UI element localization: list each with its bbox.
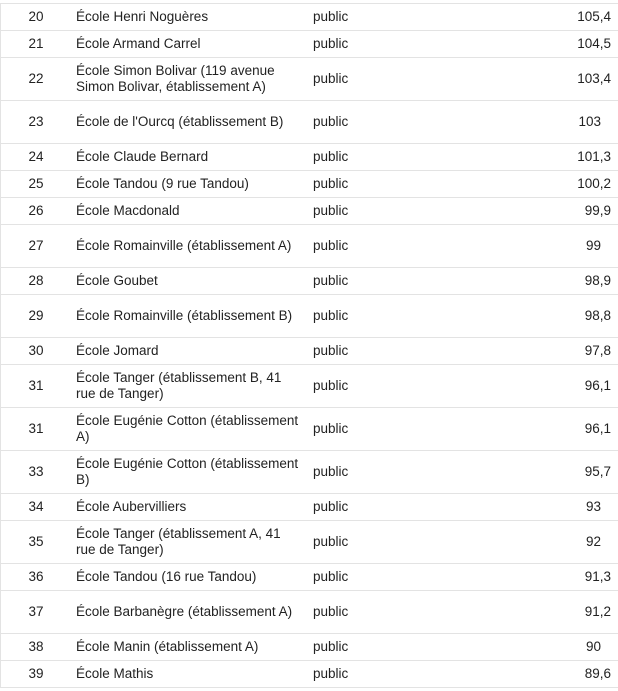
value-cell: 103 <box>578 114 601 129</box>
table-row <box>1 365 618 408</box>
status-cell: public <box>313 308 349 323</box>
school-name-cell: École de l'Ourcq (établissement B) <box>76 114 284 129</box>
table-row <box>1 591 618 634</box>
school-name-cell: École Armand Carrel <box>76 36 201 51</box>
value-cell: 96,1 <box>584 421 611 436</box>
rank-cell: 34 <box>28 499 44 514</box>
table-row <box>1 171 618 198</box>
value-cell: 93 <box>585 499 601 514</box>
table-row <box>1 198 618 225</box>
status-cell: public <box>313 176 349 191</box>
status-cell: public <box>313 71 349 86</box>
status-cell: public <box>313 534 349 549</box>
table-row <box>1 408 618 451</box>
value-cell: 95,7 <box>584 464 611 479</box>
value-cell: 90 <box>585 639 601 654</box>
rank-cell: 22 <box>28 71 44 86</box>
rank-cell: 23 <box>28 114 44 129</box>
table-row <box>1 661 618 688</box>
table-row <box>1 58 618 101</box>
school-name-cell: École Tanger (établissement B, 41 rue de Tanger) <box>76 370 282 401</box>
school-name-cell: École Henri Noguères <box>76 9 209 24</box>
table-row <box>1 494 618 521</box>
status-cell: public <box>313 203 349 218</box>
rank-cell: 39 <box>28 666 44 681</box>
value-cell: 103,4 <box>577 71 611 86</box>
table-row <box>1 521 618 564</box>
status-cell: public <box>313 114 349 129</box>
rank-cell: 35 <box>28 534 44 549</box>
value-cell: 100,2 <box>577 176 611 191</box>
value-cell: 104,5 <box>577 36 611 51</box>
school-name-cell: École Eugénie Cotton (établissement B) <box>76 456 299 487</box>
rank-cell: 37 <box>28 604 44 619</box>
rank-cell: 30 <box>28 343 44 358</box>
value-cell: 98,9 <box>584 273 611 288</box>
school-name-cell: École Tandou (16 rue Tandou) <box>76 569 257 584</box>
status-cell: public <box>313 666 349 681</box>
status-cell: public <box>313 569 349 584</box>
table-row <box>1 634 618 661</box>
rank-cell: 29 <box>28 308 44 323</box>
school-name-cell: École Romainville (établissement A) <box>76 238 292 253</box>
ranking-table <box>0 3 618 688</box>
table-row <box>1 225 618 268</box>
rank-cell: 28 <box>28 273 44 288</box>
school-name-cell: École Goubet <box>76 273 158 288</box>
value-cell: 98,8 <box>584 308 611 323</box>
rank-cell: 31 <box>28 421 44 436</box>
school-name-cell: École Jomard <box>76 343 159 358</box>
rank-cell: 33 <box>28 464 44 479</box>
status-cell: public <box>313 9 349 24</box>
value-cell: 99 <box>585 238 601 253</box>
status-cell: public <box>313 149 349 164</box>
status-cell: public <box>313 238 349 253</box>
rank-cell: 21 <box>28 36 44 51</box>
rank-cell: 20 <box>28 9 44 24</box>
school-name-cell: École Mathis <box>76 666 154 681</box>
value-cell: 99,9 <box>584 203 611 218</box>
rank-cell: 31 <box>28 378 44 393</box>
status-cell: public <box>313 421 349 436</box>
value-cell: 105,4 <box>577 9 611 24</box>
rank-cell: 25 <box>28 176 44 191</box>
school-name-cell: École Claude Bernard <box>76 149 209 164</box>
status-cell: public <box>313 464 349 479</box>
value-cell: 96,1 <box>584 378 611 393</box>
status-cell: public <box>313 343 349 358</box>
status-cell: public <box>313 499 349 514</box>
school-name-cell: École Aubervilliers <box>76 499 187 514</box>
rank-cell: 38 <box>28 639 44 654</box>
value-cell: 101,3 <box>577 149 611 164</box>
school-name-cell: École Eugénie Cotton (établissement A) <box>76 413 299 444</box>
school-name-cell: École Barbanègre (établissement A) <box>76 604 293 619</box>
value-cell: 91,3 <box>584 569 611 584</box>
table-row <box>1 295 618 338</box>
status-cell: public <box>313 639 349 654</box>
table-row <box>1 268 618 295</box>
school-name-cell: École Simon Bolivar (119 avenue Simon Bolivar, établissement A) <box>76 63 275 94</box>
school-name-cell: École Manin (établissement A) <box>76 639 259 654</box>
rank-cell: 36 <box>28 569 44 584</box>
table-row <box>1 338 618 365</box>
rank-cell: 24 <box>28 149 44 164</box>
status-cell: public <box>313 604 349 619</box>
value-cell: 89,6 <box>584 666 611 681</box>
status-cell: public <box>313 273 349 288</box>
school-name-cell: École Tanger (établissement A, 41 rue de Tanger) <box>76 526 281 557</box>
table-row <box>1 101 618 144</box>
table-row <box>1 4 618 31</box>
table-row <box>1 31 618 58</box>
value-cell: 92 <box>585 534 601 549</box>
value-cell: 91,2 <box>584 604 611 619</box>
school-name-cell: École Macdonald <box>76 203 180 218</box>
school-name-cell: École Romainville (établissement B) <box>76 308 293 323</box>
table-row <box>1 564 618 591</box>
value-cell: 97,8 <box>584 343 611 358</box>
status-cell: public <box>313 378 349 393</box>
rank-cell: 27 <box>28 238 44 253</box>
status-cell: public <box>313 36 349 51</box>
table-row <box>1 144 618 171</box>
school-name-cell: École Tandou (9 rue Tandou) <box>76 176 249 191</box>
rank-cell: 26 <box>28 203 44 218</box>
table-row <box>1 451 618 494</box>
